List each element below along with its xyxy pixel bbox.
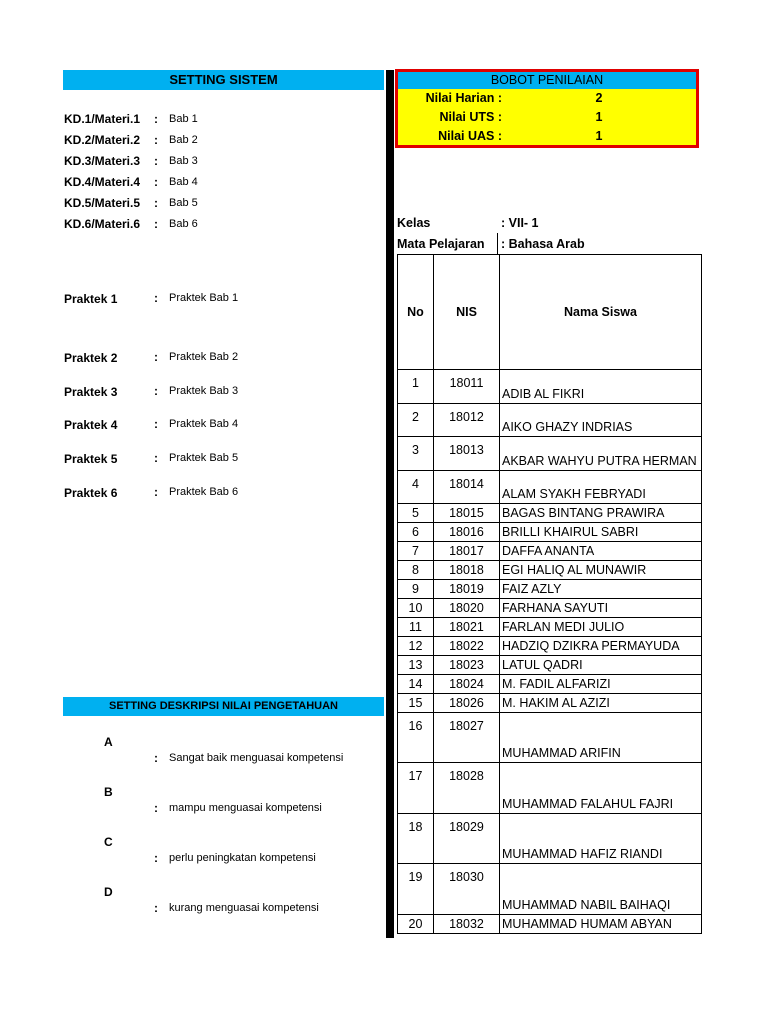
cell-no: 7: [398, 542, 434, 561]
bobot-label: Nilai UTS :: [439, 110, 502, 124]
deskripsi-header: [63, 697, 384, 716]
grade-colon: :: [154, 901, 158, 915]
kd-label: KD.2/Materi.2: [64, 133, 141, 147]
cell-nis: 18017: [434, 542, 500, 561]
praktek-value: Praktek Bab 3: [169, 385, 239, 397]
cell-nis: 18021: [434, 618, 500, 637]
praktek-label: Praktek 4: [64, 418, 118, 432]
cell-no: 5: [398, 504, 434, 523]
table-row: [398, 504, 702, 523]
cell-nis: 18032: [434, 915, 500, 934]
table-row: [398, 437, 702, 471]
grade-letter: B: [104, 785, 113, 799]
cell-nama: FARHANA SAYUTI: [500, 599, 702, 618]
kd-value: Bab 6: [169, 218, 198, 230]
bobot-value: 1: [595, 110, 603, 124]
cell-nis: 18014: [434, 471, 500, 504]
kd-colon: :: [154, 154, 158, 168]
cell-no: 2: [398, 404, 434, 437]
praktek-value: Praktek Bab 6: [169, 486, 239, 498]
cell-no: 14: [398, 675, 434, 694]
cell-no: 12: [398, 637, 434, 656]
cell-nama: BRILLI KHAIRUL SABRI: [500, 523, 702, 542]
mapel-value: : Bahasa Arab: [501, 237, 585, 251]
grade-colon: :: [154, 801, 158, 815]
praktek-value: Praktek Bab 5: [169, 452, 239, 464]
cell-no: 3: [398, 437, 434, 471]
praktek-colon: :: [154, 384, 158, 398]
cell-nama: M. HAKIM AL AZIZI: [500, 694, 702, 713]
praktek-value: Praktek Bab 4: [169, 418, 239, 430]
table-row: [398, 763, 702, 814]
cell-nis: 18026: [434, 694, 500, 713]
praktek-label: Praktek 2: [64, 351, 118, 365]
kd-label: KD.4/Materi.4: [64, 175, 141, 189]
cell-nis: 18016: [434, 523, 500, 542]
table-row: [398, 471, 702, 504]
bobot-label: Nilai Harian :: [425, 91, 502, 105]
cell-nis: 18022: [434, 637, 500, 656]
praktek-label: Praktek 5: [64, 452, 118, 466]
cell-nama: ADIB AL FIKRI: [500, 370, 702, 404]
cell-no: 19: [398, 864, 434, 915]
cell-no: 17: [398, 763, 434, 814]
table-row: [398, 915, 702, 934]
cell-no: 18: [398, 814, 434, 864]
bobot-header: [398, 72, 696, 89]
cell-nama: DAFFA ANANTA: [500, 542, 702, 561]
bobot-row: [398, 127, 696, 146]
cell-nama: EGI HALIQ AL MUNAWIR: [500, 561, 702, 580]
cell-nis: 18018: [434, 561, 500, 580]
praktek-label: Praktek 3: [64, 385, 118, 399]
grade-letter: A: [104, 735, 113, 749]
bobot-value: 1: [595, 129, 603, 143]
table-header-row: [398, 255, 702, 370]
cell-nis: 18027: [434, 713, 500, 763]
bobot-label: Nilai UAS :: [438, 129, 502, 143]
cell-nama: AKBAR WAHYU PUTRA HERMAN: [500, 437, 702, 471]
grade-letter: C: [104, 835, 113, 849]
kd-colon: :: [154, 133, 158, 147]
grade-letter: D: [104, 885, 113, 899]
cell-no: 20: [398, 915, 434, 934]
cell-nis: 18012: [434, 404, 500, 437]
praktek-colon: :: [154, 485, 158, 499]
header-nis: NIS: [434, 255, 500, 370]
bobot-title: BOBOT PENILAIAN: [490, 73, 604, 87]
grade-colon: :: [154, 851, 158, 865]
kd-label: KD.5/Materi.5: [64, 196, 141, 210]
cell-no: 15: [398, 694, 434, 713]
grade-desc: Sangat baik menguasai kompetensi: [169, 752, 344, 764]
grade-desc: kurang menguasai kompetensi: [169, 902, 319, 914]
praktek-value: Praktek Bab 1: [169, 292, 239, 304]
praktek-colon: :: [154, 451, 158, 465]
table-row: [398, 864, 702, 915]
cell-nama: AIKO GHAZY INDRIAS: [500, 404, 702, 437]
mapel-divider: [497, 233, 498, 254]
grade-desc: mampu menguasai kompetensi: [169, 802, 322, 814]
column-divider: [386, 70, 394, 938]
cell-nama: M. FADIL ALFARIZI: [500, 675, 702, 694]
cell-no: 9: [398, 580, 434, 599]
header-nama: Nama Siswa: [500, 255, 702, 370]
header-no: No: [398, 255, 434, 370]
kd-value: Bab 1: [169, 113, 198, 125]
praktek-label: Praktek 1: [64, 292, 118, 306]
table-row: [398, 694, 702, 713]
deskripsi-title: SETTING DESKRIPSI NILAI PENGETAHUAN: [109, 700, 338, 712]
cell-no: 13: [398, 656, 434, 675]
kelas-label: Kelas: [397, 216, 431, 230]
cell-nis: 18013: [434, 437, 500, 471]
table-row: [398, 542, 702, 561]
cell-no: 4: [398, 471, 434, 504]
praktek-label: Praktek 6: [64, 486, 118, 500]
setting-sistem-title: SETTING SISTEM: [169, 72, 278, 87]
cell-nama: BAGAS BINTANG PRAWIRA: [500, 504, 702, 523]
cell-nis: 18030: [434, 864, 500, 915]
praktek-colon: :: [154, 417, 158, 431]
kd-value: Bab 4: [169, 176, 198, 188]
cell-nis: 18011: [434, 370, 500, 404]
cell-nis: 18024: [434, 675, 500, 694]
cell-nama: HADZIQ DZIKRA PERMAYUDA: [500, 637, 702, 656]
table-row: [398, 404, 702, 437]
kd-value: Bab 3: [169, 155, 198, 167]
cell-nama: MUHAMMAD HAFIZ RIANDI: [500, 814, 702, 864]
kd-value: Bab 5: [169, 197, 198, 209]
praktek-value: Praktek Bab 2: [169, 351, 239, 363]
cell-nama: MUHAMMAD NABIL BAIHAQI: [500, 864, 702, 915]
kd-label: KD.6/Materi.6: [64, 217, 141, 231]
table-row: [398, 675, 702, 694]
grade-desc: perlu peningkatan kompetensi: [169, 852, 316, 864]
table-row: [398, 656, 702, 675]
cell-nama: MUHAMMAD FALAHUL FAJRI: [500, 763, 702, 814]
kd-colon: :: [154, 217, 158, 231]
table-row: [398, 599, 702, 618]
cell-nama: MUHAMMAD HUMAM ABYAN: [500, 915, 702, 934]
bobot-box: [395, 69, 699, 148]
cell-nis: 18028: [434, 763, 500, 814]
table-row: [398, 618, 702, 637]
table-row: [398, 713, 702, 763]
student-table: [397, 254, 702, 934]
cell-nis: 18029: [434, 814, 500, 864]
cell-nama: ALAM SYAKH FEBRYADI: [500, 471, 702, 504]
cell-no: 10: [398, 599, 434, 618]
table-row: [398, 814, 702, 864]
cell-nama: FAIZ AZLY: [500, 580, 702, 599]
cell-nis: 18019: [434, 580, 500, 599]
bobot-row: [398, 89, 696, 108]
table-row: [398, 561, 702, 580]
table-row: [398, 523, 702, 542]
table-row: [398, 637, 702, 656]
cell-nis: 18023: [434, 656, 500, 675]
praktek-colon: :: [154, 350, 158, 364]
cell-nama: MUHAMMAD ARIFIN: [500, 713, 702, 763]
kd-colon: :: [154, 196, 158, 210]
kd-colon: :: [154, 175, 158, 189]
kelas-value: : VII- 1: [501, 216, 539, 230]
bobot-rows: [398, 89, 696, 146]
kd-label: KD.3/Materi.3: [64, 154, 141, 168]
kd-label: KD.1/Materi.1: [64, 112, 141, 126]
bobot-row: [398, 108, 696, 127]
kd-value: Bab 2: [169, 134, 198, 146]
setting-sistem-header: [63, 70, 384, 90]
grade-colon: :: [154, 751, 158, 765]
cell-nama: FARLAN MEDI JULIO: [500, 618, 702, 637]
cell-nama: LATUL QADRI: [500, 656, 702, 675]
cell-nis: 18020: [434, 599, 500, 618]
bobot-value: 2: [595, 91, 603, 105]
cell-no: 16: [398, 713, 434, 763]
table-row: [398, 580, 702, 599]
cell-no: 11: [398, 618, 434, 637]
table-row: [398, 370, 702, 404]
cell-no: 6: [398, 523, 434, 542]
praktek-colon: :: [154, 291, 158, 305]
cell-no: 1: [398, 370, 434, 404]
mapel-label: Mata Pelajaran: [397, 237, 485, 251]
cell-no: 8: [398, 561, 434, 580]
kd-colon: :: [154, 112, 158, 126]
cell-nis: 18015: [434, 504, 500, 523]
